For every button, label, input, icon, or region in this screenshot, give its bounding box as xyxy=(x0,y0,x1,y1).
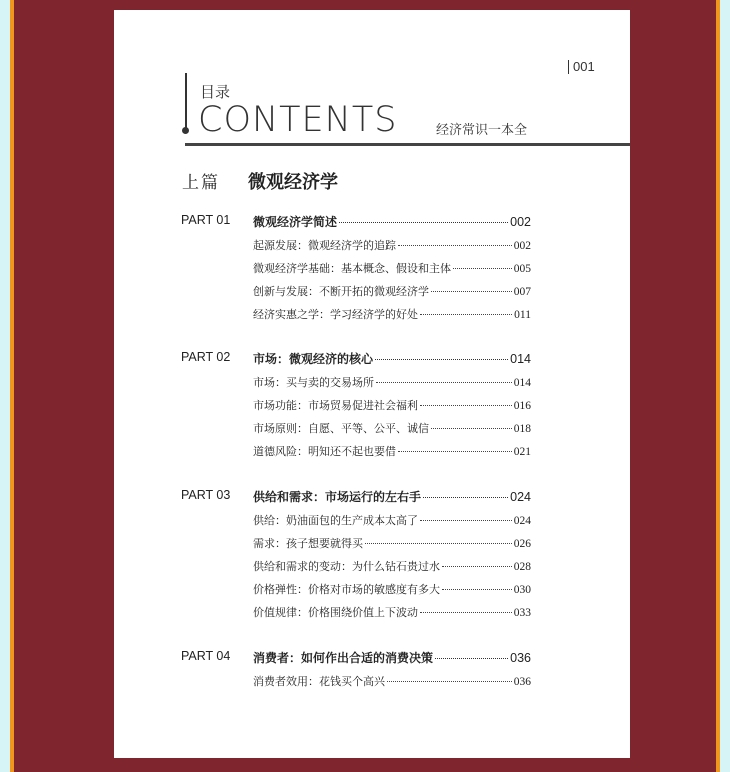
section-page: 002 xyxy=(513,240,531,252)
chapter-title: 供给和需求：市场运行的左右手 xyxy=(253,490,422,504)
dot-leader xyxy=(387,681,512,682)
dot-leader xyxy=(431,428,512,429)
section-title: 供给：奶油面包的生产成本太高了 xyxy=(253,514,418,527)
section-page: 016 xyxy=(513,400,531,412)
chapter-row[interactable] xyxy=(181,348,531,368)
section-row[interactable] xyxy=(253,283,531,306)
section-row[interactable] xyxy=(253,420,531,443)
heading-divider xyxy=(185,143,630,146)
section-title: 需求：孩子想要就得买 xyxy=(253,537,363,550)
dot-leader xyxy=(453,268,512,269)
section-page: 021 xyxy=(513,446,531,458)
section-page: 018 xyxy=(513,423,531,435)
section-row[interactable] xyxy=(253,512,531,535)
dot-leader xyxy=(375,359,508,360)
part-name: 微观经济学 xyxy=(248,172,338,193)
dot-leader xyxy=(398,451,512,452)
section-title: 价值规律：价格围绕价值上下波动 xyxy=(253,606,418,619)
dot-leader xyxy=(420,314,512,315)
dot-leader xyxy=(442,566,512,567)
section-page: 007 xyxy=(513,286,531,298)
section-title: 市场原则：自愿、平等、公平、诚信 xyxy=(253,422,429,435)
section-title: 起源发展：微观经济学的追踪 xyxy=(253,239,396,252)
dot-leader xyxy=(376,382,512,383)
section-row[interactable] xyxy=(253,535,531,558)
section-title: 创新与发展：不断开拓的微观经济学 xyxy=(253,285,429,298)
section-row[interactable] xyxy=(253,673,531,696)
contents-heading: CONTENTS xyxy=(198,100,398,140)
heading-vertical-rule xyxy=(185,73,187,131)
section-title: 道德风险：明知还不起也要借 xyxy=(253,445,396,458)
section-title: 微观经济学基础：基本概念、假设和主体 xyxy=(253,262,451,275)
section-row[interactable] xyxy=(253,374,531,397)
section-page: 024 xyxy=(513,515,531,527)
chapter-part-number: PART 01 xyxy=(181,213,231,227)
section-page: 030 xyxy=(513,584,531,596)
chapter-page: 036 xyxy=(510,651,531,665)
section-row[interactable] xyxy=(253,260,531,283)
chapter-entry xyxy=(181,211,531,329)
chapter-entry xyxy=(181,647,531,696)
heading-dot xyxy=(182,127,189,134)
section-row[interactable] xyxy=(253,237,531,260)
dot-leader xyxy=(442,589,512,590)
section-page: 011 xyxy=(514,309,531,321)
dot-leader xyxy=(339,222,508,223)
chapter-page: 014 xyxy=(510,352,531,366)
chapter-row[interactable] xyxy=(181,486,531,506)
dot-leader xyxy=(420,520,512,521)
dot-leader xyxy=(420,405,512,406)
dot-leader xyxy=(365,543,512,544)
section-title: 消费者效用：花钱买个高兴 xyxy=(253,675,385,688)
chapter-page: 002 xyxy=(510,215,531,229)
chapter-entry xyxy=(181,486,531,627)
chapter-part-number: PART 03 xyxy=(181,488,231,502)
chapter-part-number: PART 04 xyxy=(181,649,231,663)
chapter-title: 消费者：如何作出合适的消费决策 xyxy=(253,651,434,665)
dot-leader xyxy=(435,658,508,659)
section-title: 供给和需求的变动：为什么钻石贵过水 xyxy=(253,560,440,573)
chapter-part-number: PART 02 xyxy=(181,350,231,364)
chapter-entry xyxy=(181,348,531,466)
dot-leader xyxy=(431,291,512,292)
book-title: 经济常识一本全 xyxy=(436,123,528,138)
section-title: 经济实惠之学：学习经济学的好处 xyxy=(253,308,418,321)
section-title: 市场：买与卖的交易场所 xyxy=(253,376,374,389)
section-page: 033 xyxy=(513,607,531,619)
chapter-page: 024 xyxy=(510,490,531,504)
chapter-title: 市场：微观经济的核心 xyxy=(253,352,374,366)
chapter-title: 微观经济学简述 xyxy=(253,215,338,229)
dot-leader xyxy=(423,497,508,498)
chapter-row[interactable] xyxy=(181,211,531,231)
section-row[interactable] xyxy=(253,443,531,466)
section-row[interactable] xyxy=(253,581,531,604)
book-page xyxy=(114,10,630,758)
dot-leader xyxy=(420,612,512,613)
section-page: 028 xyxy=(513,561,531,573)
section-row[interactable] xyxy=(253,604,531,627)
section-page: 036 xyxy=(513,676,531,688)
dot-leader xyxy=(398,245,512,246)
section-row[interactable] xyxy=(253,397,531,420)
contents-label-cn: 目录 xyxy=(200,83,231,101)
section-page: 014 xyxy=(513,377,531,389)
section-title: 价格弹性：价格对市场的敏感度有多大 xyxy=(253,583,440,596)
section-row[interactable] xyxy=(253,558,531,581)
chapter-row[interactable] xyxy=(181,647,531,667)
section-page: 005 xyxy=(513,263,531,275)
page-number: 001 xyxy=(568,60,595,74)
section-page: 026 xyxy=(513,538,531,550)
section-title: 市场功能：市场贸易促进社会福利 xyxy=(253,399,418,412)
section-row[interactable] xyxy=(253,306,531,329)
part-label: 上篇 xyxy=(182,173,220,193)
